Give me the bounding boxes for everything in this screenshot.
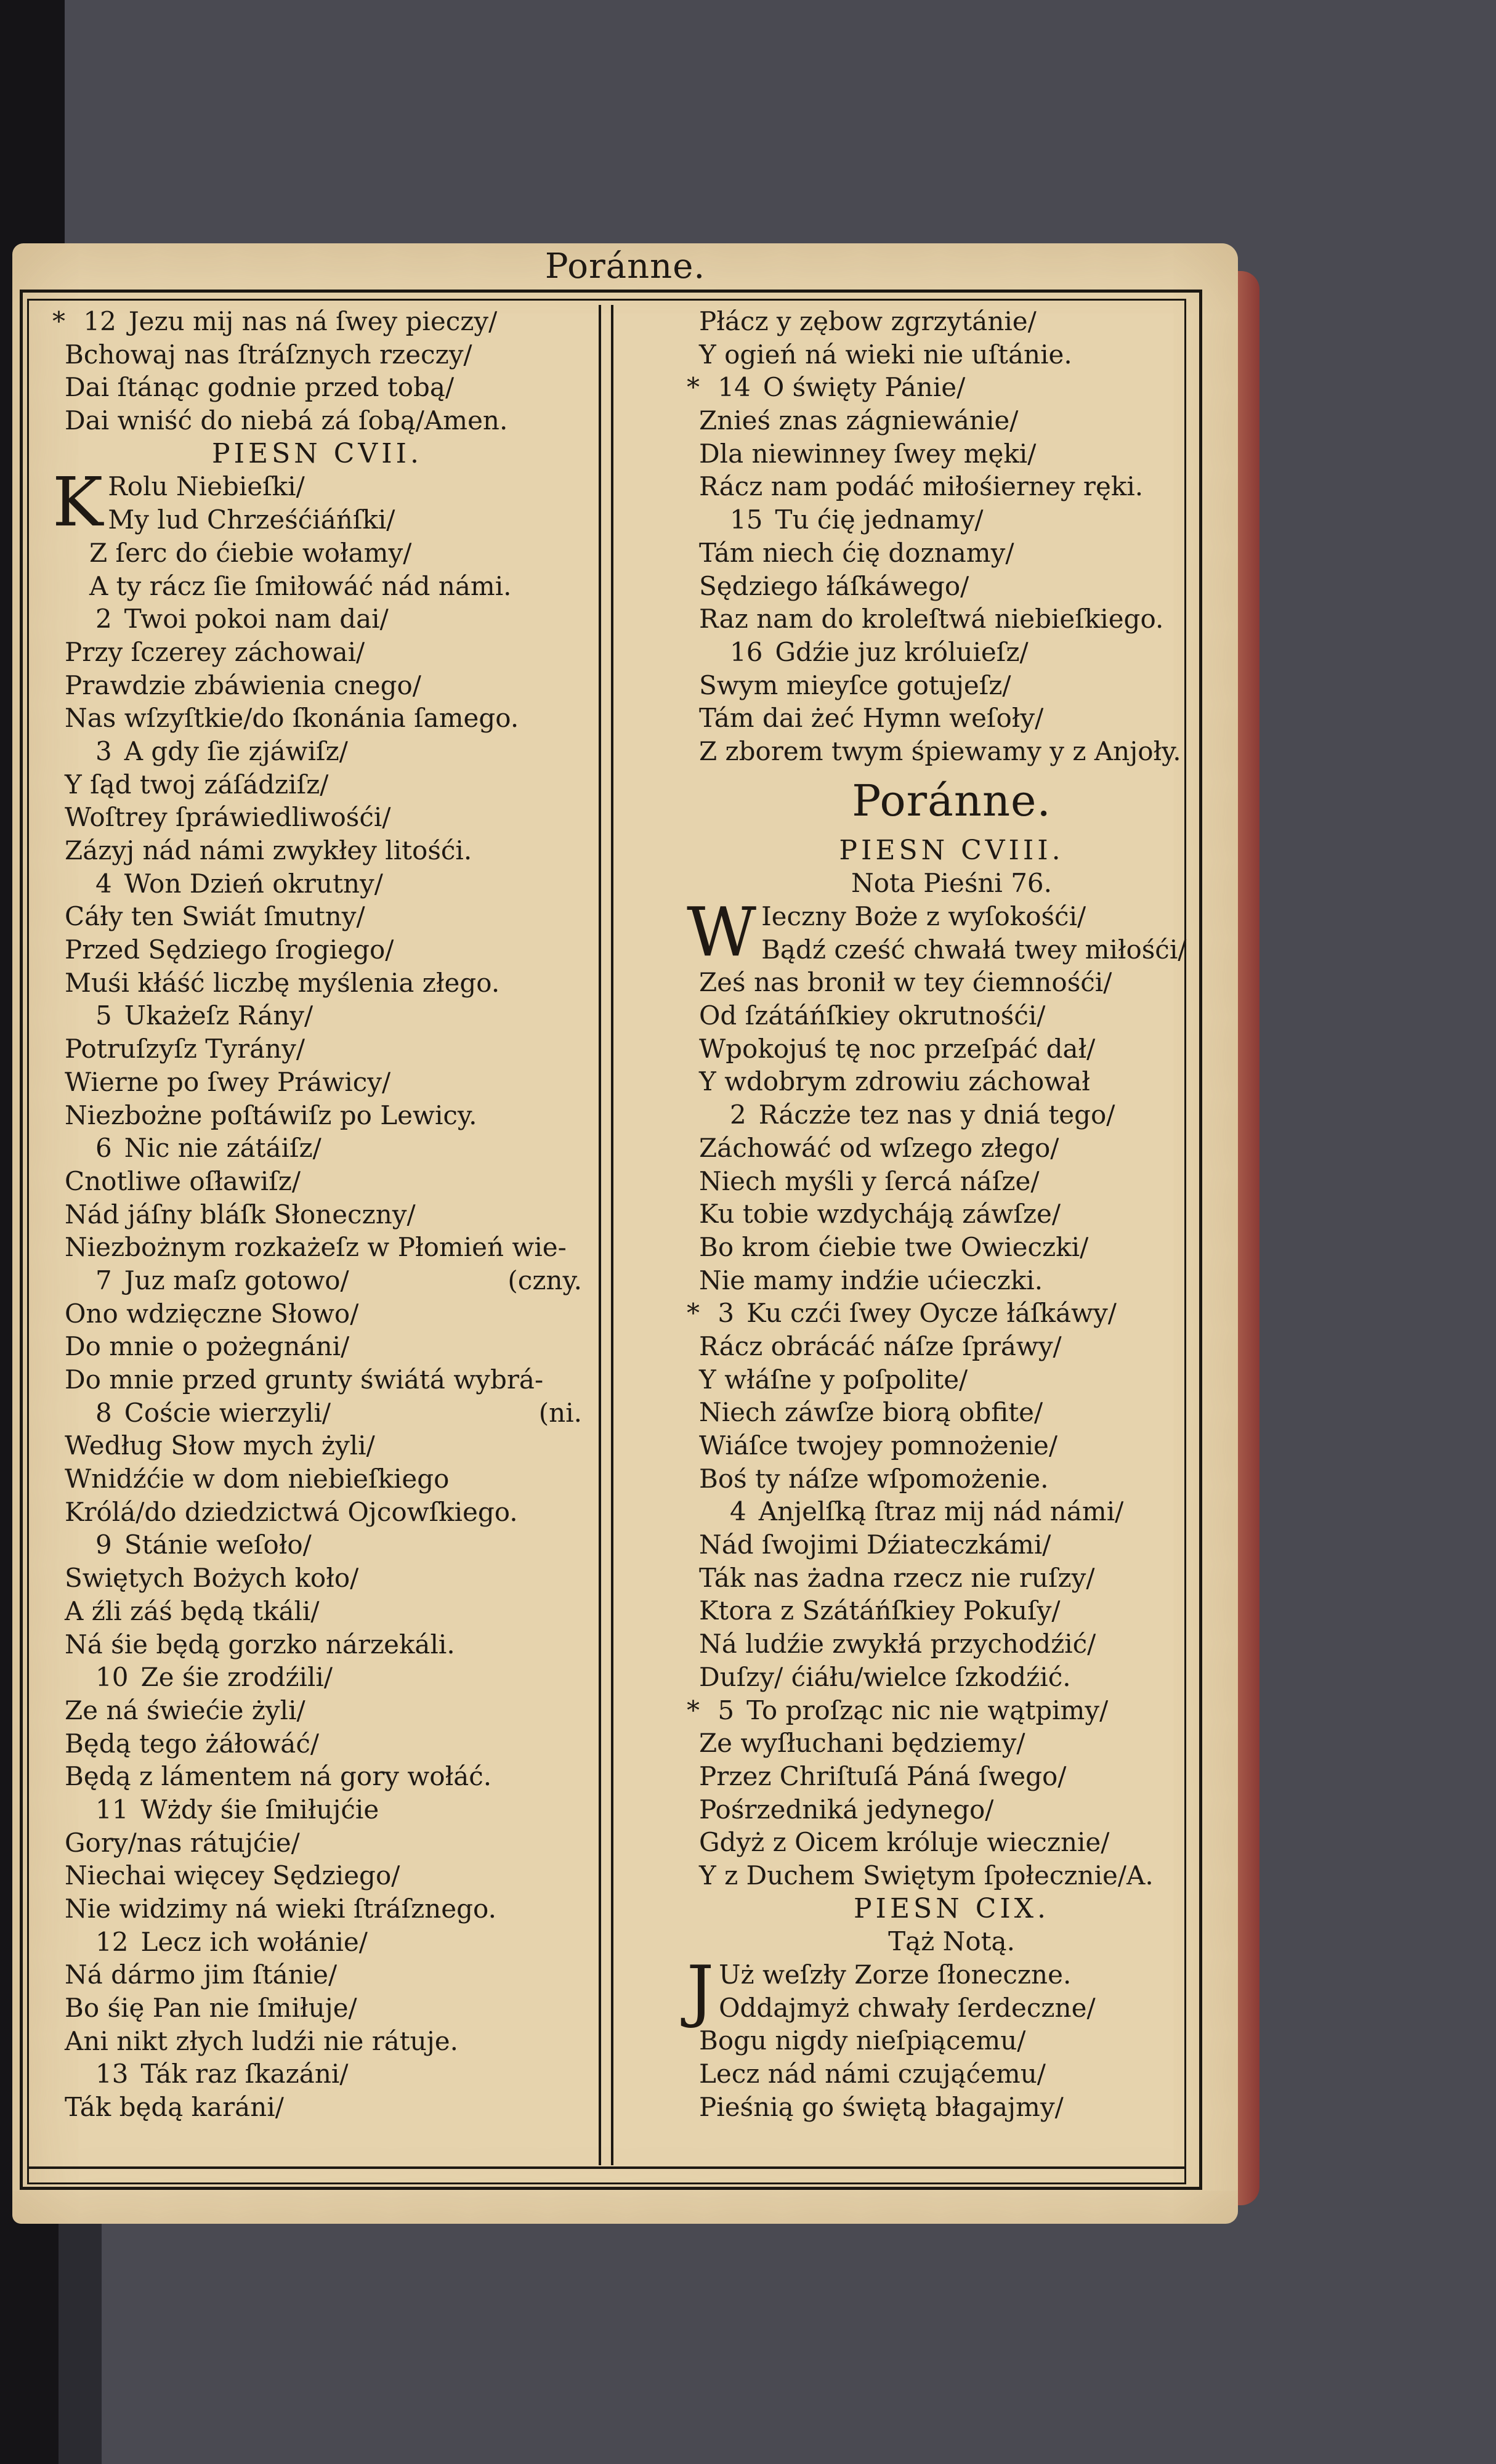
verse-line <box>687 1594 1216 1627</box>
verse-text: Ták nas żadna rzecz nie ruſzy/ <box>699 1562 1095 1593</box>
verse-text: Stánie weſoło/ <box>124 1530 312 1560</box>
verse-text: Ono wdzięczne Słowo/ <box>65 1298 359 1329</box>
verse-line <box>687 2024 1216 2057</box>
stanza-number: 12 <box>83 306 116 336</box>
verse-line <box>52 933 582 967</box>
verse-line <box>687 1462 1216 1496</box>
verse-text: Pośrzedniká jedynego/ <box>699 1794 994 1825</box>
column-rule <box>599 305 601 2165</box>
verse-text: Lecz ich wołánie/ <box>140 1926 368 1957</box>
verse-text: Ze ná świećie żyli/ <box>65 1695 305 1725</box>
verse-text: Ráczże tez nas y dniá tego/ <box>758 1100 1115 1130</box>
verse-line <box>52 305 582 338</box>
verse-text: Królá/do dziedzictwá Ojcowſkiego. <box>65 1496 518 1527</box>
verse-text: Coście wierzyli/ <box>124 1397 331 1428</box>
verse-text: Ták będą karáni/ <box>65 2092 284 2123</box>
verse-line <box>52 1992 582 2025</box>
verse-line <box>687 1727 1216 1760</box>
verse-text: Prawdzie zbáwienia cnego/ <box>65 670 421 700</box>
verse-text: Swiętych Bożych koło/ <box>65 1563 359 1594</box>
verse-line <box>52 1760 582 1793</box>
verse-text: Do mnie przed grunty świátá wybrá- <box>65 1364 544 1395</box>
verse-line <box>687 338 1216 371</box>
verse-line <box>687 371 1216 404</box>
verse-line <box>52 1462 582 1496</box>
verse-line <box>52 900 582 933</box>
verse-line <box>52 1198 582 1231</box>
verse-line <box>687 1198 1216 1231</box>
stanza-number: 2 <box>730 1100 746 1130</box>
verse-line <box>52 1958 582 1992</box>
verse-text: Niech myśli y ſercá náſze/ <box>699 1165 1040 1196</box>
verse-line <box>687 966 1216 999</box>
book-page <box>12 243 1238 2224</box>
verse-line <box>687 1396 1216 1429</box>
verse-text: Won Dzień okrutny/ <box>124 868 383 899</box>
verse-line <box>52 570 582 603</box>
verse-marker: * <box>687 372 708 403</box>
verse-text: Dai wniść do niebá zá ſobą/Amen. <box>65 405 508 436</box>
verse-text: Tám niech ćię doznamy/ <box>699 537 1014 568</box>
verse-line <box>52 371 582 404</box>
verse-line <box>687 1231 1216 1264</box>
verse-text: Oddajmyż chwały ſerdeczne/ <box>719 1992 1096 2023</box>
verse-line <box>52 1528 582 1562</box>
verse-line <box>687 1627 1216 1661</box>
verse-line <box>52 338 582 371</box>
verse-line <box>52 1231 582 1264</box>
verse-text: Sędziego łáſkáwego/ <box>699 570 969 601</box>
running-head: Poránne. <box>544 246 706 286</box>
verse-line <box>52 1396 582 1430</box>
verse-line <box>52 1132 582 1165</box>
verse-text: Ták raz ſkazáni/ <box>140 2059 349 2089</box>
verse-text: Do mnie o pożegnáni/ <box>65 1331 350 1362</box>
verse-text: Ani nikt złych ludźi nie rátuje. <box>65 2025 458 2056</box>
verse-line <box>687 1760 1216 1793</box>
verse-text: Rácz nam podáć miłośierney ręki. <box>699 471 1144 502</box>
drop-capital: K <box>52 463 103 542</box>
verse-line <box>52 834 582 867</box>
verse-text: A źli záś będą tkáli/ <box>65 1595 320 1626</box>
verse-text: Juz maſz gotowo/ <box>124 1265 349 1295</box>
verse-text: Jezu mij nas ná ſwey pieczy/ <box>128 306 498 336</box>
verse-text: Wżdy śie ſmiłujćie <box>140 1794 379 1825</box>
verse-text: Potruſzyſz Tyrány/ <box>65 1034 305 1064</box>
verse-text: Rácz obrácáć náſze ſpráwy/ <box>699 1331 1062 1361</box>
verse-text: Ze śie zrodźili/ <box>140 1662 333 1693</box>
verse-line <box>52 1926 582 1959</box>
verse-line <box>687 1528 1216 1562</box>
verse-line <box>52 2057 582 2091</box>
verse-line <box>52 537 582 570</box>
verse-text: Gdyż z Oicem króluje wiecznie/ <box>699 1827 1110 1858</box>
verse-marker: * <box>687 1695 708 1725</box>
melody-note: Tąż Notą. <box>888 1926 1015 1957</box>
verse-line <box>52 602 582 636</box>
verse-line <box>687 404 1216 437</box>
verse-line <box>52 2025 582 2058</box>
verse-line <box>687 1495 1216 1528</box>
verse-text: Bądź cześć chwałá twey miłośći/ <box>761 934 1187 965</box>
verse-line <box>52 1297 582 1331</box>
verse-text: Ku tobie wzdycháją záwſze/ <box>699 1199 1061 1230</box>
drop-capital: J <box>687 1951 714 2030</box>
verse-text: Ku czći ſwey Oycze łáſkáwy/ <box>746 1298 1117 1329</box>
hymn-heading: PIESN CVII. <box>212 437 423 469</box>
section-heading: Poránne. <box>852 775 1051 826</box>
verse-text: Gory/nas rátujćie/ <box>65 1827 300 1858</box>
verse-line <box>687 2057 1216 2091</box>
stanza-number: 7 <box>95 1265 112 1295</box>
verse-line <box>687 305 1216 338</box>
verse-line <box>52 1330 582 1363</box>
verse-text: Niech záwſze biorą obfite/ <box>699 1397 1043 1428</box>
stanza-number: 12 <box>95 1926 129 1957</box>
verse-text: Niezbożne poſtáwiſz po Lewicy. <box>65 1100 477 1130</box>
verse-text: Gdźie juz króluieſz/ <box>775 636 1029 667</box>
verse-text: Uż weſzły Zorze ſłoneczne. <box>719 1959 1072 1990</box>
verse-text: Nie widzimy ná wieki ſtráſznego. <box>65 1894 496 1924</box>
verse-line <box>687 669 1216 702</box>
verse-line <box>52 768 582 801</box>
verse-text: My lud Chrześćiáńſki/ <box>108 505 395 535</box>
verse-line <box>52 1562 582 1595</box>
verse-line <box>52 1892 582 1926</box>
verse-line <box>52 867 582 901</box>
bottom-rule <box>27 2166 1185 2169</box>
verse-line <box>52 1628 582 1661</box>
verse-text: Niechai więcey Sędziego/ <box>65 1860 400 1891</box>
verse-line <box>52 1793 582 1826</box>
verse-text: Przez Chriſtuſá Páná ſwego/ <box>699 1761 1067 1791</box>
verse-line <box>687 1826 1216 1859</box>
verse-line <box>52 1727 582 1761</box>
verse-text: Woſtrey ſpráwiedliwośći/ <box>65 802 391 833</box>
verse-text: Niezbożnym rozkażeſz w Płomień wie- <box>65 1232 567 1263</box>
verse-line <box>52 1595 582 1628</box>
verse-text: Duſzy/ ćiáłu/wielce ſzkodźić. <box>699 1661 1071 1692</box>
verse-text: Twoi pokoi nam dai/ <box>124 604 389 634</box>
verse-line <box>52 1694 582 1727</box>
verse-text: Nic nie zátáiſz/ <box>124 1133 321 1164</box>
verse-line <box>687 1429 1216 1462</box>
right-column <box>687 305 1216 2123</box>
drop-capital: W <box>687 893 757 971</box>
verse-text: Y ſąd twoj záſádziſz/ <box>65 769 329 800</box>
verse-text: Ktora z Szátáńſkiey Pokuſy/ <box>699 1595 1061 1626</box>
verse-text: Ześ nas bronił w tey ćiemnośći/ <box>699 967 1112 998</box>
stanza-number: 14 <box>718 372 751 403</box>
verse-line <box>52 1429 582 1462</box>
verse-line <box>687 1065 1216 1098</box>
verse-line <box>52 503 582 537</box>
verse-text: Bo krom ćiebie twe Owieczki/ <box>699 1231 1089 1262</box>
stanza-number: 5 <box>95 1000 112 1031</box>
stanza-number: 4 <box>730 1496 746 1527</box>
verse-text: A gdy ſie zjáwiſz/ <box>124 736 348 766</box>
verse-text: Wierne po ſwey Práwicy/ <box>65 1066 391 1097</box>
verse-line <box>687 702 1216 735</box>
verse-line <box>687 1562 1216 1595</box>
verse-text: Záchowáć od wſzego złego/ <box>699 1132 1059 1163</box>
verse-text: A ty rácz ſie ſmiłowáć nád námi. <box>89 570 512 601</box>
verse-text: Cáły ten Swiát ſmutny/ <box>65 901 365 932</box>
verse-text: Dai ſtánąc godnie przed tobą/ <box>65 372 455 403</box>
verse-text: Ná dármo jim ſtánie/ <box>65 1959 338 1990</box>
verse-line <box>52 1363 582 1396</box>
hymn-heading: PIESN CIX. <box>853 1892 1050 1924</box>
verse-line <box>52 2091 582 2124</box>
verse-line <box>687 470 1216 503</box>
verse-line <box>687 1793 1216 1826</box>
verse-text: Z zborem twym śpiewamy y z Anjoły. <box>699 736 1181 766</box>
verse-text: Bchowaj nas ſtráſznych rzeczy/ <box>65 339 472 370</box>
verse-line <box>687 636 1216 669</box>
verse-line <box>52 1099 582 1132</box>
verse-line <box>687 1992 1216 2025</box>
verse-text: Pieśnią go świętą błagajmy/ <box>699 2091 1064 2122</box>
verse-text: Ukażeſz Rány/ <box>124 1000 313 1031</box>
verse-line <box>52 669 582 702</box>
verse-line <box>687 1165 1216 1198</box>
left-column <box>52 305 582 2124</box>
verse-text: Tu ćię jednamy/ <box>775 505 984 535</box>
verse-text: Płácz y zębow zgrzytánie/ <box>699 306 1037 336</box>
verse-marker: * <box>52 306 74 336</box>
verse-line <box>687 933 1216 967</box>
book-binding <box>59 2193 102 2464</box>
verse-line <box>687 570 1216 603</box>
verse-text: Y ogień ná wieki nie uſtánie. <box>699 339 1072 370</box>
verse-line <box>52 702 582 735</box>
verse-text: Boś ty náſze wſpomożenie. <box>699 1463 1049 1494</box>
verse-line <box>687 1264 1216 1297</box>
verse-text: Według Słow mych żyli/ <box>65 1430 375 1461</box>
stanza-number: 4 <box>95 868 112 899</box>
verse-text: Przy ſczerey záchowai/ <box>65 636 365 667</box>
verse-turnover: (ni. <box>538 1397 582 1428</box>
verse-text: Będą tego żáłowáć/ <box>65 1728 319 1759</box>
stanza-number: 9 <box>95 1530 112 1560</box>
verse-text: Anjelſką ſtraz mij nád námi/ <box>758 1496 1124 1527</box>
verse-line <box>52 1826 582 1860</box>
verse-line <box>52 636 582 669</box>
verse-text: Ná ludźie zwykłá przychodźić/ <box>699 1629 1096 1660</box>
verse-text: Wnidźćie w dom niebieſkiego <box>65 1464 450 1494</box>
verse-text: O święty Pánie/ <box>762 372 966 403</box>
verse-line <box>52 1066 582 1099</box>
verse-text: Rolu Niebieſki/ <box>108 471 305 502</box>
verse-text: Nie mamy indźie ućieczki. <box>699 1265 1043 1295</box>
verse-text: Muśi kłáść liczbę myślenia złego. <box>65 967 500 998</box>
verse-line <box>687 1098 1216 1132</box>
column-rule <box>611 305 613 2165</box>
verse-text: Y z Duchem Swiętym ſpołecznie/A. <box>699 1860 1154 1891</box>
verse-line <box>687 537 1216 570</box>
stanza-number: 13 <box>95 2059 129 2089</box>
verse-turnover: (czny. <box>507 1265 582 1295</box>
verse-line <box>687 1297 1216 1330</box>
verse-marker: * <box>687 1298 708 1329</box>
stanza-number: 11 <box>95 1794 129 1825</box>
verse-line <box>52 1264 582 1297</box>
verse-line <box>52 999 582 1032</box>
verse-line <box>687 1661 1216 1694</box>
verse-text: Z ſerc do ćiebie wołamy/ <box>89 537 412 568</box>
verse-text: Zázyj nád námi zwykłey litośći. <box>65 835 472 865</box>
verse-line <box>52 1859 582 1892</box>
verse-line <box>687 1032 1216 1066</box>
verse-text: Wpokojuś tę noc przeſpáć dał/ <box>699 1033 1096 1064</box>
verse-line <box>52 735 582 768</box>
stanza-number: 3 <box>718 1298 735 1329</box>
verse-text: Y włáſne y poſpolite/ <box>699 1364 968 1395</box>
verse-text: Bogu nigdy nieſpiącemu/ <box>699 2025 1026 2056</box>
stanza-number: 2 <box>95 604 112 634</box>
verse-text: Cnotliwe oſławiſz/ <box>65 1165 301 1196</box>
verse-text: Nád ſwojimi Dźiateczkámi/ <box>699 1530 1051 1560</box>
verse-text: Tám dai żeć Hymn weſoły/ <box>699 703 1044 734</box>
verse-line <box>687 1330 1216 1363</box>
stanza-number: 3 <box>95 736 112 766</box>
verse-text: Bo śię Pan nie ſmiłuje/ <box>65 1993 357 2024</box>
verse-line <box>52 1661 582 1694</box>
verse-line <box>52 967 582 1000</box>
verse-text: Ná śie będą gorzko nárzekáli. <box>65 1629 455 1660</box>
verse-text: Nas wſzyſtkie/do ſkonánia ſamego. <box>65 703 519 734</box>
verse-line <box>687 2091 1216 2124</box>
melody-note: Nota Pieśni 76. <box>851 868 1053 899</box>
verse-text: Będą z lámentem ná gory wołáć. <box>65 1761 492 1792</box>
verse-line <box>687 1859 1216 1892</box>
stanza-number: 16 <box>730 636 763 667</box>
verse-text: Swym mieyſce gotujeſz/ <box>699 670 1011 700</box>
stanza-number: 10 <box>95 1662 129 1693</box>
verse-text: Dla niewinney ſwey męki/ <box>699 438 1037 469</box>
verse-text: Ieczny Boże z wyſokośći/ <box>761 901 1086 931</box>
verse-line <box>52 1032 582 1066</box>
hymn-heading: PIESN CVIII. <box>839 834 1064 866</box>
verse-text: Przed Sędziego ſrogiego/ <box>65 934 394 965</box>
verse-line <box>687 735 1216 768</box>
verse-text: Raz nam do kroleſtwá niebieſkiego. <box>699 604 1164 634</box>
verse-text: Nád jáſny bláſk Słoneczny/ <box>65 1199 416 1230</box>
verse-text: Od ſzátáńſkiey okrutnośći/ <box>699 1000 1046 1031</box>
verse-line <box>687 1363 1216 1396</box>
verse-line <box>687 437 1216 471</box>
verse-line <box>687 1694 1216 1727</box>
verse-text: To proſząc nic nie wątpimy/ <box>746 1695 1109 1725</box>
verse-text: Wiáſce twojey pomnożenie/ <box>699 1430 1058 1461</box>
verse-line <box>687 503 1216 537</box>
verse-line <box>687 602 1216 636</box>
verse-line <box>687 1132 1216 1165</box>
verse-line <box>52 404 582 437</box>
verse-text: Znieś znas zágniewánie/ <box>699 405 1019 436</box>
stanza-number: 5 <box>718 1695 735 1725</box>
stanza-number: 8 <box>95 1397 112 1428</box>
verse-text: Ze wyſłuchani będziemy/ <box>699 1728 1025 1759</box>
verse-line <box>687 999 1216 1032</box>
verse-text: Lecz nád námi czująćemu/ <box>699 2059 1046 2089</box>
verse-line <box>52 1496 582 1529</box>
verse-line <box>52 1165 582 1198</box>
verse-line <box>52 801 582 834</box>
stanza-number: 15 <box>730 505 763 535</box>
verse-text: Y wdobrym zdrowiu záchował <box>699 1066 1090 1097</box>
stanza-number: 6 <box>95 1133 112 1164</box>
